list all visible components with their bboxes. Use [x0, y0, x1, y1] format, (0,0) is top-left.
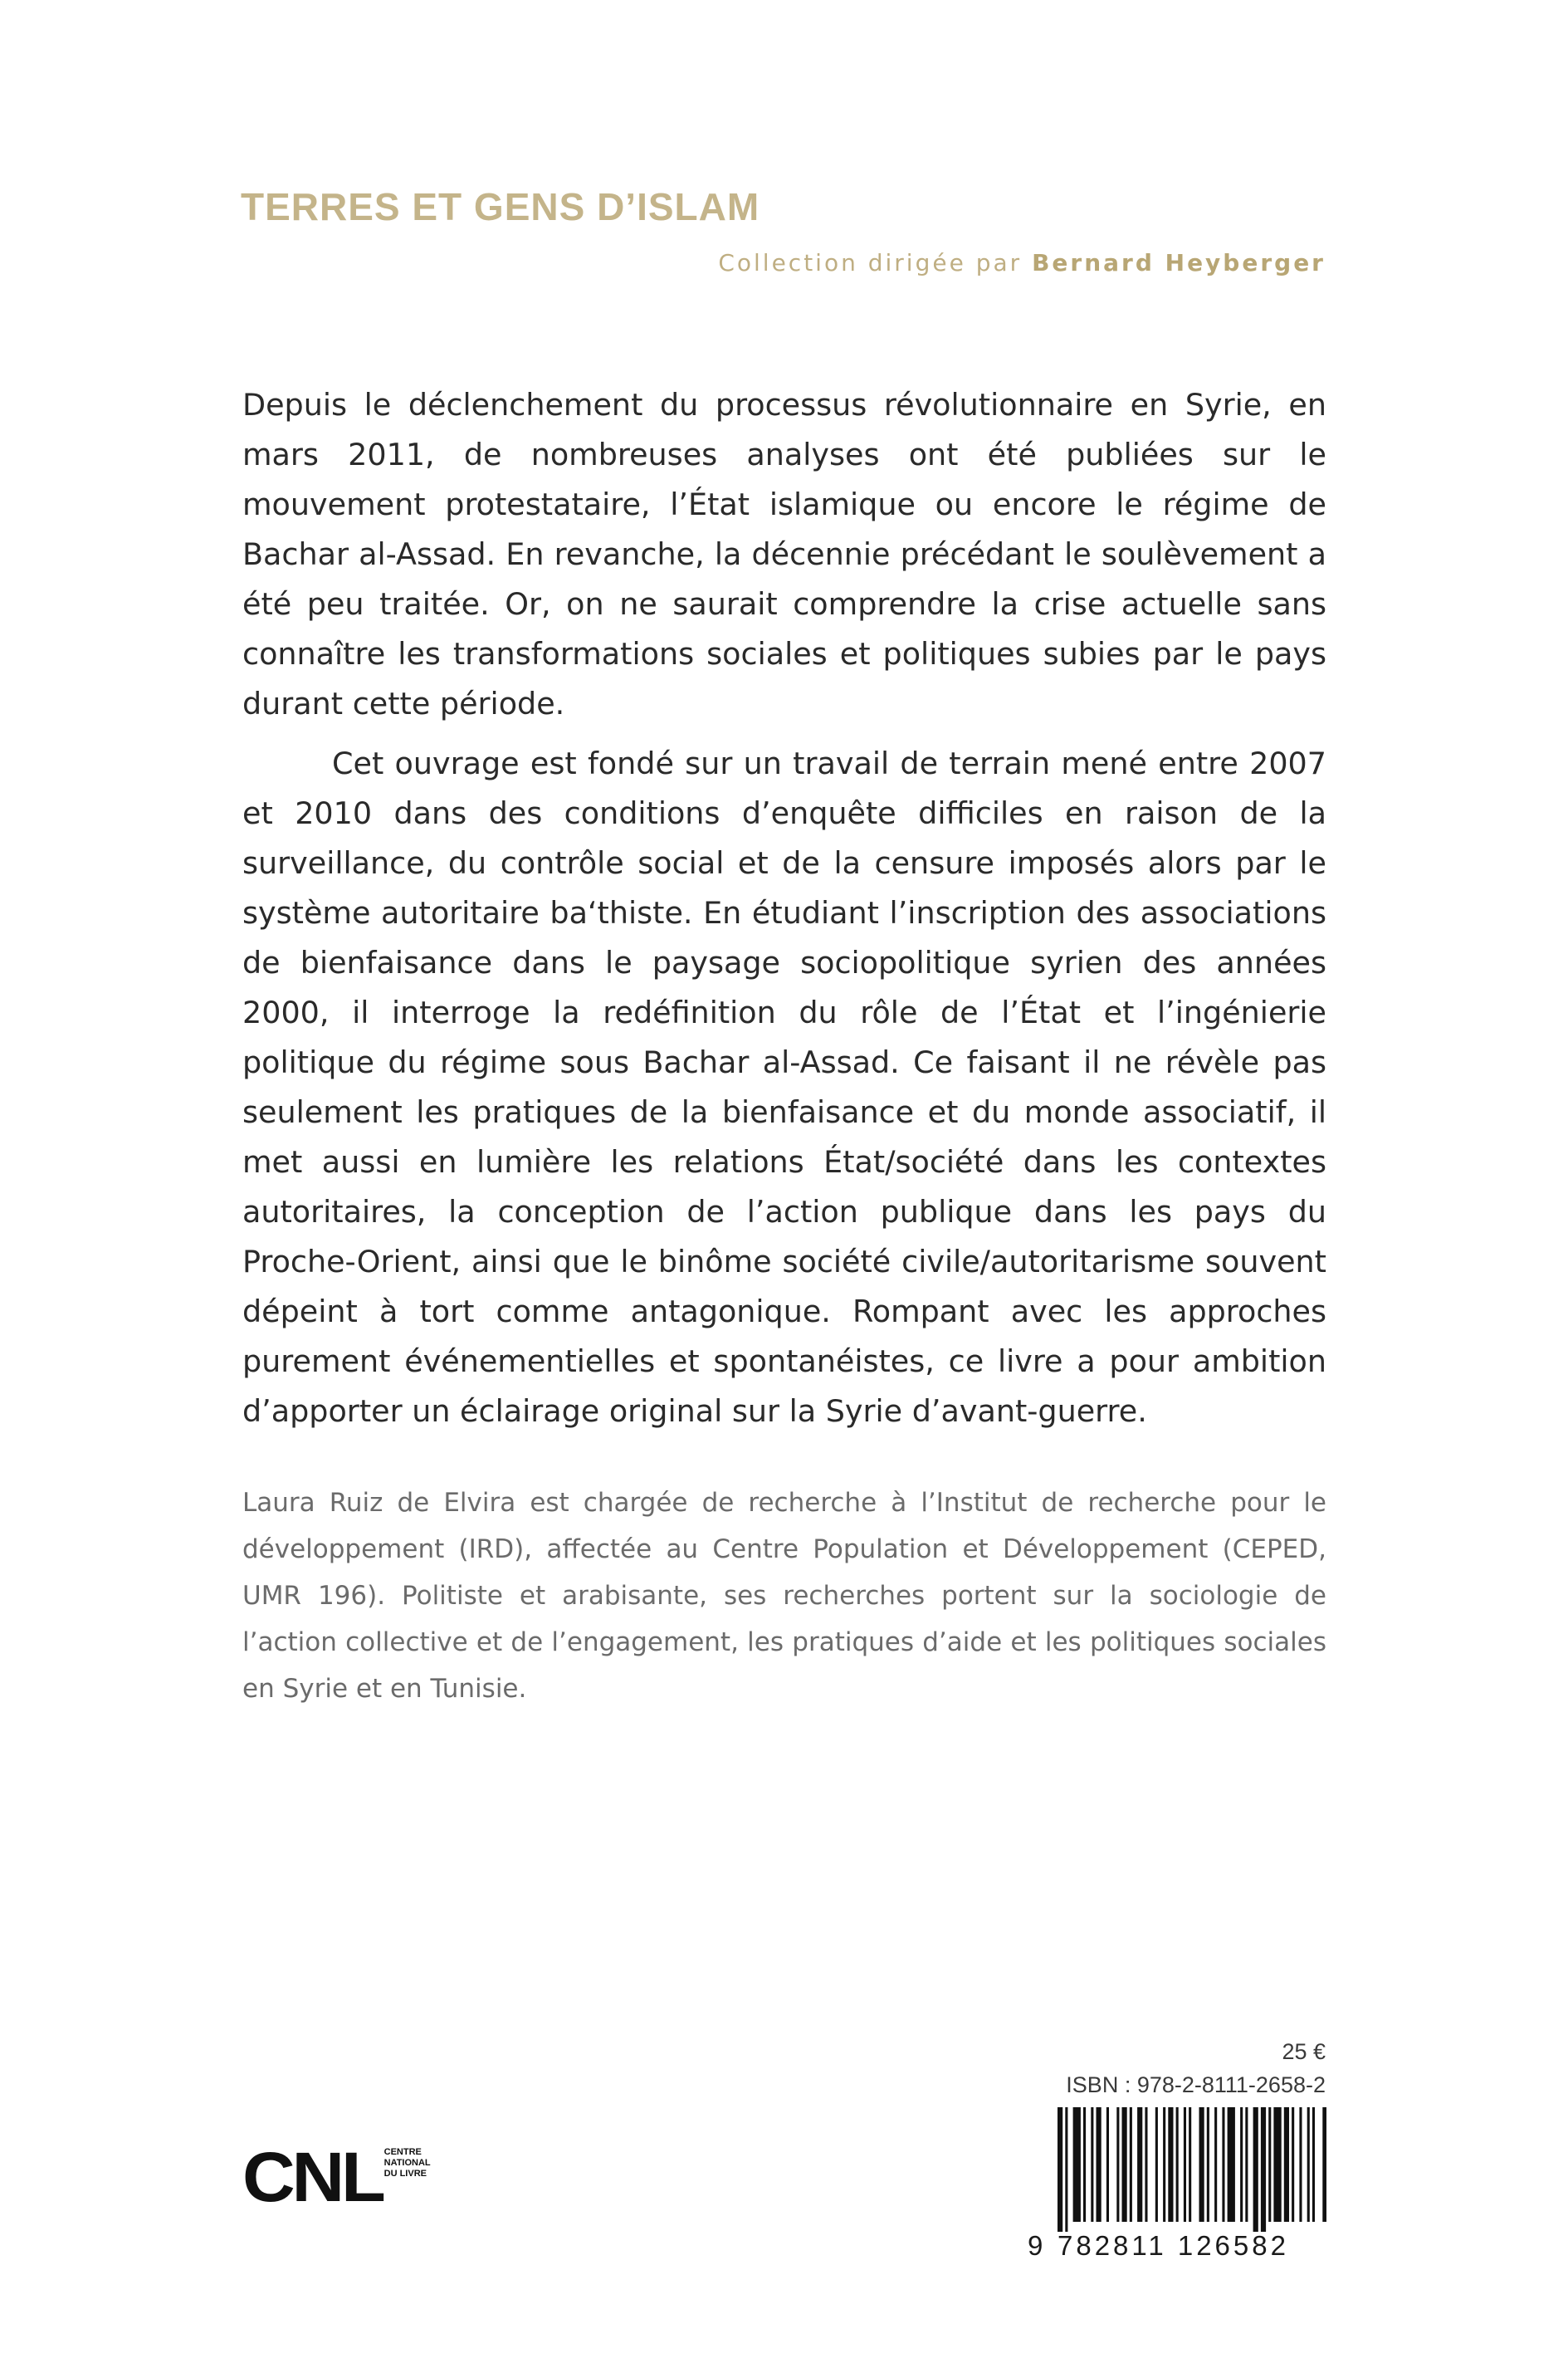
barcode-digit-groups: 782811 126582 [1058, 2230, 1289, 2261]
collection-prefix: Collection dirigée par [718, 249, 1023, 276]
barcode-bar [1184, 2107, 1186, 2222]
barcode-bar [1207, 2107, 1209, 2222]
barcode-bar [1245, 2107, 1248, 2222]
isbn: ISBN : 978-2-8111-2658-2 [1066, 2072, 1326, 2097]
cnl-logo-line-1: CENTRE [383, 2147, 422, 2157]
barcode-bar [1253, 2107, 1258, 2232]
cnl-logo-text [384, 2147, 451, 2179]
synopsis-paragraph-1: Depuis le déclenchement du processus révolutionnaire en Syrie, en mars 2011, de nombreuses analyses ont été publiées sur le mouvement protestataire, l’État islamique ou encore le régime de Bachar al-Assad. En revanche, la décennie précédant le soulèvement a été peu traitée. Or, on ne saurait comprendre la crise actuelle sans connaître les transformations sociales et politiques subies par le pays durant cette période. [242, 387, 1326, 722]
barcode-bar [1122, 2107, 1127, 2222]
synopsis [242, 380, 1326, 1436]
barcode-bar [1130, 2107, 1132, 2222]
barcode-bar [1240, 2107, 1243, 2222]
barcode-bar [1155, 2107, 1158, 2222]
barcode-bar [1222, 2107, 1224, 2222]
barcode-bar [1168, 2107, 1173, 2222]
barcode-bar [1091, 2107, 1093, 2222]
barcode-bar [1214, 2107, 1217, 2222]
cnl-logo [242, 2138, 451, 2217]
barcode-digits [1028, 2230, 1326, 2262]
barcode-bar [1065, 2107, 1067, 2232]
synopsis-paragraph-2: Cet ouvrage est fondé sur un travail de terrain mené entre 2007 et 2010 dans des conditions d’enquête difficiles en raison de la surveillance, du contrôle social et de la censure imposés alors par le système autoritaire ba‘thiste. En étudiant l’inscription des associations de bienfaisance dans le paysage sociopolitique syrien des années 2000, il interroge la redéfinition du rôle de l’État et l’ingénierie politique du régime sous Bachar al-Assad. Ce faisant il ne révèle pas seulement les pratiques de la bienfaisance et du monde associatif, il met aussi en lumière les relations État/société dans les contextes autoritaires, la conception de l’action publique dans les pays du Proche-Orient, ainsi que le binôme société civile/autoritarisme souvent dépeint à tort comme antagonique. Rompant avec les approches purement événementielles et spontanéistes, ce livre a pour ambition d’apporter un éclairage original sur la Syrie d’avant-guerre. [242, 746, 1326, 1429]
barcode-bar [1116, 2107, 1119, 2222]
barcode-bar [1163, 2107, 1165, 2222]
price: 25 € [1282, 2039, 1326, 2064]
barcode-bar [1268, 2107, 1271, 2222]
cnl-logo-line-3: DU LIVRE [383, 2169, 427, 2179]
cnl-logo-mark: CNL [242, 2138, 383, 2216]
barcode-bar [1199, 2107, 1204, 2222]
series-title: TERRES ET GENS D’ISLAM [241, 185, 760, 228]
barcode-bar [1145, 2107, 1147, 2222]
barcode-bar [1273, 2107, 1281, 2222]
collection-director-line [718, 249, 1326, 276]
barcode-bar [1176, 2107, 1179, 2222]
barcode-bar [1299, 2107, 1302, 2222]
barcode-first-digit: 9 [1028, 2230, 1047, 2261]
barcode-bar [1137, 2107, 1142, 2222]
barcode-bar [1097, 2107, 1102, 2222]
author-bio: Laura Ruiz de Elvira est chargée de recherche à l’Institut de recherche pour le développement (IRD), affectée au Centre Population et Développement (CEPED, UMR 196). Politiste et arabisante, ses recherches portent sur la sociologie de l’action collective et de l’engagement, les pratiques d’aide et les politiques sociales en Syrie et en Tunisie. [242, 1488, 1326, 1704]
barcode-bar [1312, 2107, 1315, 2222]
barcode-bar [1083, 2107, 1086, 2222]
barcode-bar [1073, 2107, 1081, 2222]
barcode [1058, 2107, 1326, 2232]
barcode-bar [1106, 2107, 1109, 2222]
barcode-bar [1261, 2107, 1266, 2232]
barcode-bar [1307, 2107, 1310, 2222]
barcode-bar [1189, 2107, 1191, 2222]
collection-director-name: Bernard Heyberger [1032, 249, 1326, 276]
barcode-bar [1284, 2107, 1289, 2222]
barcode-bars [1058, 2107, 1326, 2232]
cnl-logo-line-2: NATIONAL [383, 2158, 431, 2168]
barcode-bar [1322, 2107, 1326, 2222]
barcode-bar [1058, 2107, 1062, 2232]
barcode-bar [1228, 2107, 1235, 2222]
barcode-bar [1292, 2107, 1294, 2222]
